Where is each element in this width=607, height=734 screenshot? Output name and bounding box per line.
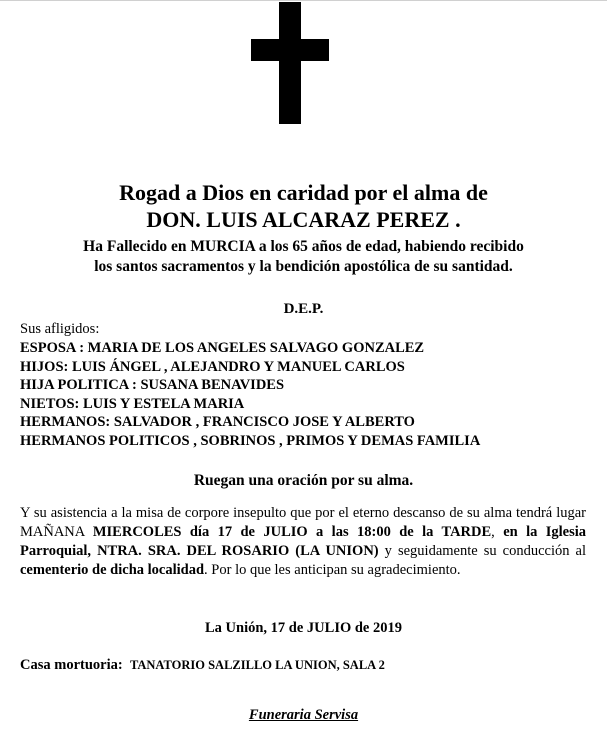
invocation-line: Rogad a Dios en caridad por el alma de (119, 180, 488, 205)
family-children: HIJOS: LUIS ÁNGEL , ALEJANDRO Y MANUEL CARLOS (20, 358, 405, 375)
family-list (20, 339, 590, 451)
funeral-service-name: Funeraria Servisa (248, 707, 359, 723)
death-notice-line-1: Ha Fallecido en MURCIA a los 65 años de edad, habiendo recibido (83, 238, 524, 255)
funeral-home-line (20, 656, 385, 674)
mass-cemetery: cementerio de dicha localidad (20, 562, 205, 578)
family-siblings: HERMANOS: SALVADOR , FRANCISCO JOSE Y ALBERTO (20, 414, 415, 431)
death-notice-line-2: los santos sacramentos y la bendición apostólica de su santidad. (94, 258, 513, 275)
top-border (0, 0, 607, 1)
mass-text-2: , (491, 524, 504, 540)
mass-text-1: Y su asistencia a la misa de corpore insepulto que por el eterno descanso de su alma tendrá lugar MAÑANA (20, 505, 586, 540)
funeral-home-label: Casa mortuoria: (20, 657, 123, 673)
family-daughter-in-law: HIJA POLITICA : SUSANA BENAVIDES (20, 377, 285, 394)
dep-heading: D.E.P. (283, 301, 324, 317)
mass-church: en la Iglesia Parroquial, NTRA. SRA. DEL ROSARIO (LA UNION) (20, 524, 587, 559)
family-spouse: ESPOSA : MARIA DE LOS ANGELES SALVAGO GONZALEZ (20, 340, 425, 356)
cross-vertical-bar (279, 2, 301, 124)
deceased-name: DON. LUIS ALCARAZ PEREZ . (146, 207, 461, 232)
prayer-request: Ruegan una oración por su alma. (193, 472, 414, 489)
family-in-laws-others: HERMANOS POLITICOS , SOBRINOS , PRIMOS Y DEMAS FAMILIA (20, 432, 481, 449)
place-date: La Unión, 17 de JULIO de 2019 (205, 620, 402, 636)
mass-text-4: . Por lo que les anticipan su agradecimiento. (204, 562, 461, 578)
cross-horizontal-bar (251, 39, 329, 61)
afligidos-label: Sus afligidos: (20, 321, 100, 337)
mass-announcement (20, 504, 586, 580)
funeral-home-value: TANATORIO SALZILLO LA UNION, SALA 2 (129, 658, 385, 672)
mass-date-time: MIERCOLES día 17 de JULIO a las 18:00 de la TARDE (92, 524, 492, 540)
family-grandchildren: NIETOS: LUIS Y ESTELA MARIA (20, 395, 245, 412)
mass-text-3: y seguidamente su conducción al (378, 543, 586, 559)
